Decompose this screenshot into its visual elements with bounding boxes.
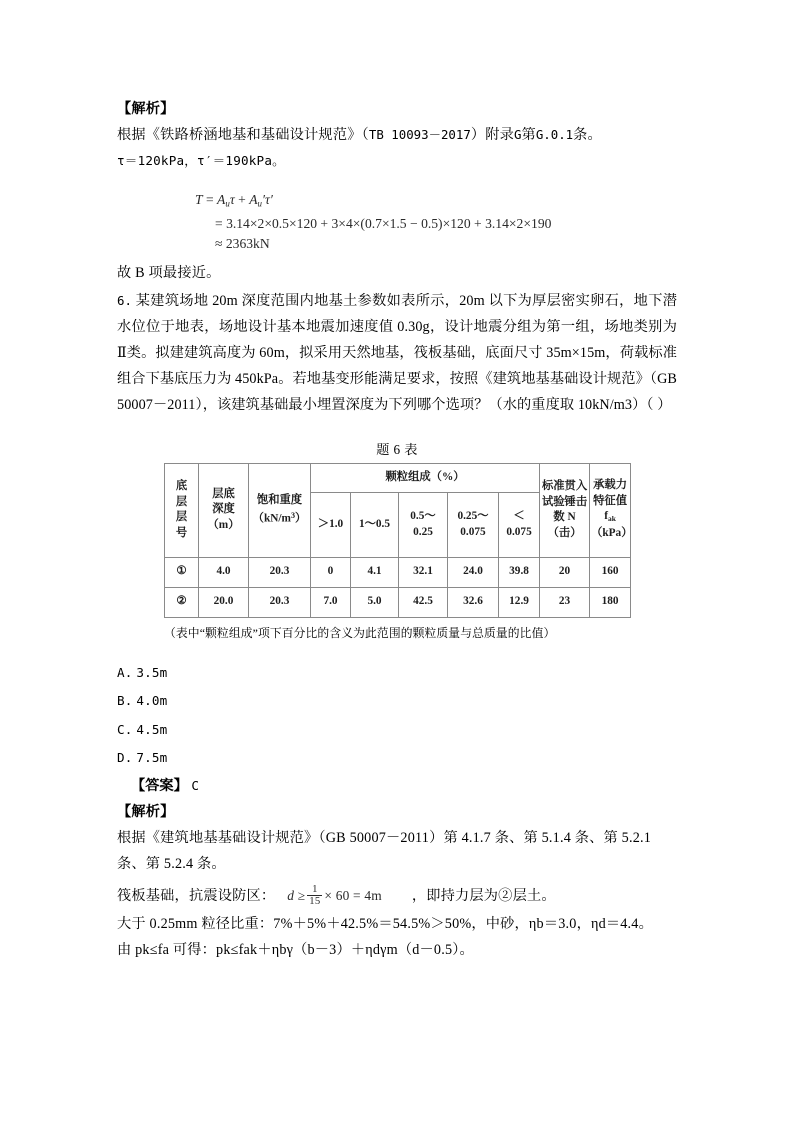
spt-line-1: 试验锤击	[541, 495, 588, 508]
header-saturated-unit-weight	[249, 463, 311, 557]
table-row	[165, 557, 631, 587]
basis-pre: 根据《铁路桥涵地基和基础设计规范》（	[117, 127, 369, 143]
formula-equals: =	[205, 192, 214, 207]
question-text: 某建筑场地 20m 深度范围内地基土参数如表所示，20m 以下为厚层密实卵石，地下潜水位位于地表，场地设计基本地震加速度值 0.30g，设计地震分组为第一组，场地类别为Ⅱ类。拟建建筑高度为 60m，拟采用天然地基，筏板基础，底面尺寸 35m×15m，荷载标准组合下基底压力为 450kPa。若地基变形能满足要求，按照《建筑地基基础设计规范》（GB 50007－2011），该建筑基础最小埋置深度为下列哪个选项？（水的重度取 10kN/m3）（ ）	[117, 292, 677, 413]
question-number: 6.	[117, 292, 132, 308]
row-0-unit-weight: 20.3	[249, 557, 311, 587]
formula-plus: +	[238, 192, 246, 207]
spt-line-2: 数 N（击）	[547, 511, 582, 539]
conclusion-line: 故 B 项最接近。	[117, 264, 221, 281]
inline-d-symbol: d	[287, 887, 295, 903]
spt-line-0: 标准贯入	[541, 480, 588, 492]
row-1-grain-2: 42.5	[399, 587, 448, 617]
row-0-grain-1: 4.1	[351, 557, 399, 587]
row-0-layer: ①	[165, 557, 199, 587]
header-grain-lt-0075	[499, 492, 540, 557]
row-0-spt: 20	[540, 557, 590, 587]
soil-parameter-table	[164, 463, 631, 618]
option-a-value: 3.5m	[136, 664, 168, 680]
inline-formula-d	[275, 883, 412, 907]
inline-times-result: × 60 = 4m	[324, 887, 382, 903]
unit-weight-line-1: $(kN/m^3)$	[252, 511, 307, 525]
formula-line-2: = 3.14×2×0.5×120 + 3×4×(0.7×1.5 − 0.5)×120 + 3.14×2×190	[215, 215, 552, 231]
option-b[interactable]	[117, 687, 677, 716]
header-spt-blows	[540, 463, 590, 557]
row-0-depth: 4.0	[199, 557, 249, 587]
grain-3-bottom: 0.075	[460, 525, 486, 538]
option-c[interactable]	[117, 716, 677, 745]
option-a[interactable]	[117, 659, 677, 688]
question-6-block	[117, 288, 677, 418]
option-d-value: 7.5m	[136, 750, 168, 765]
formula-symbol-A2: A	[249, 192, 258, 207]
unit-weight-exponent: 3	[290, 511, 296, 521]
fak-subscript: ak	[608, 513, 616, 523]
table-note: （表中“颗粒组成”项下百分比的含义为此范围的颗粒质量与总质量的比值）	[164, 625, 556, 640]
option-a-label: A.	[117, 664, 133, 680]
row-0-fak: 160	[590, 557, 631, 587]
options-list	[117, 659, 677, 773]
header-layer-no	[165, 463, 199, 557]
header-grain-05-to-025	[399, 492, 448, 557]
explanation-basis-line-1: 根据《建筑地基基础设计规范》（GB 50007－2011）第 4.1.7 条、第 5.1.4 条、第 5.2.1	[117, 829, 652, 846]
formula-symbol-T: T	[195, 192, 203, 207]
header-grain-composition-group: 颗粒组成（%）	[311, 463, 540, 492]
table-caption: 题 6 表	[376, 441, 418, 457]
row-1-depth: 20.0	[199, 587, 249, 617]
basis-post: ）附录	[470, 127, 514, 143]
row-0-grain-4: 39.8	[499, 557, 540, 587]
layer-no-ch-0: 底	[175, 480, 188, 492]
row-0-grain-0: 0	[311, 557, 351, 587]
answer-value: C	[191, 777, 199, 793]
grain-0-top: ＞1.0	[317, 517, 344, 530]
raft-text-pre: 筏板基础，抗震设防区：	[117, 887, 276, 904]
grain-4-bottom: 0.075	[506, 525, 532, 538]
depth-line-0: 层底	[212, 487, 235, 500]
row-1-grain-1: 5.0	[351, 587, 399, 617]
header-bearing-capacity-fak	[590, 463, 631, 557]
grain-4-top: ＜	[513, 510, 525, 522]
option-b-label: B.	[117, 693, 133, 708]
header-grain-025-to-0075	[448, 492, 499, 557]
page-content	[117, 96, 677, 963]
row-0-grain-2: 32.1	[399, 557, 448, 587]
layer-no-ch-2: 层	[175, 511, 188, 523]
grain-2-bottom: 0.25	[413, 525, 433, 538]
clause-number: G.0.1	[535, 127, 574, 142]
layer-no-ch-3: 号	[175, 526, 188, 539]
option-c-value: 4.5m	[136, 721, 168, 737]
header-grain-gt-1	[311, 492, 351, 557]
option-d-label: D.	[117, 750, 133, 765]
row-1-grain-4: 12.9	[499, 587, 540, 617]
fak-line-1: 特征值	[593, 494, 628, 507]
formula-line-3: ≈ 2363kN	[215, 235, 270, 251]
basis-tail: 第	[521, 127, 536, 143]
basis-reference-line	[117, 122, 677, 148]
raft-text-post: ，即持力层为②层土。	[411, 887, 556, 904]
answer-line	[117, 773, 677, 799]
answer-heading: 【答案】	[131, 777, 188, 794]
table-row	[165, 587, 631, 617]
option-c-label: C.	[117, 721, 133, 737]
explanation-pk-line: 由 pk≤fa 可得：pk≤fak＋ηbγ（b－3）＋ηdγm（d－0.5）。	[117, 941, 474, 958]
fak-symbol: f	[604, 510, 609, 523]
row-1-grain-0: 7.0	[311, 587, 351, 617]
grain-2-top: 0.5～	[410, 510, 436, 522]
formula-symbol-tau1: τ	[229, 192, 235, 207]
formula-line-1	[195, 190, 677, 214]
depth-line-2: （m）	[207, 518, 240, 531]
row-1-grain-3: 32.6	[448, 587, 499, 617]
solution-heading-top: 【解析】	[117, 101, 175, 117]
fraction-denominator: 15	[309, 895, 321, 907]
row-0-grain-3: 24.0	[448, 557, 499, 587]
formula-symbol-A1: A	[217, 192, 226, 207]
inline-ge: ≥	[297, 887, 306, 903]
appendix-letter: G	[513, 127, 522, 142]
table-header-row-1	[165, 463, 631, 492]
explanation-basis-line-2: 条、第 5.2.4 条。	[117, 855, 226, 872]
explanation-raft-line	[117, 881, 677, 911]
standard-code-tb: TB 10093－2017	[368, 127, 471, 142]
fak-unit: （kPa）	[591, 527, 633, 540]
row-1-layer: ②	[165, 587, 199, 617]
layer-no-ch-1: 层	[175, 495, 188, 508]
fak-line-2	[591, 509, 633, 542]
formula-block-T	[117, 190, 677, 254]
row-1-fak: 180	[590, 587, 631, 617]
fak-line-0: 承载力	[593, 479, 628, 492]
table-wrapper	[164, 463, 633, 643]
option-d[interactable]	[117, 744, 677, 773]
formula-symbol-tau2: τ′	[264, 192, 273, 207]
fraction-numerator: 1	[312, 883, 318, 896]
grain-1-top: 1～0.5	[358, 517, 391, 530]
formula-prime-A2: ′	[262, 192, 265, 207]
unit-weight-line-0: 饱和重度	[256, 493, 303, 506]
header-grain-1-to-05	[351, 492, 399, 557]
row-1-spt: 23	[540, 587, 590, 617]
explanation-grain-line: 大于 0.25mm 粒径比重：7%＋5%＋42.5%＝54.5%＞50%，中砂，ηb＝3.0，ηd＝4.4。	[117, 915, 653, 932]
tau-values-line: τ＝120kPa，τ′＝190kPa。	[117, 153, 285, 168]
basis-end: 条。	[573, 127, 602, 143]
grain-3-top: 0.25～	[457, 510, 489, 522]
explanation-heading: 【解析】	[117, 803, 175, 820]
option-b-value: 4.0m	[136, 693, 168, 708]
formula-sub-u1: u	[225, 198, 230, 209]
formula-sub-u2: u	[257, 198, 262, 209]
inline-fraction	[307, 884, 322, 907]
depth-line-1: 深度	[212, 503, 235, 516]
row-1-unit-weight: 20.3	[249, 587, 311, 617]
header-layer-depth	[199, 463, 249, 557]
